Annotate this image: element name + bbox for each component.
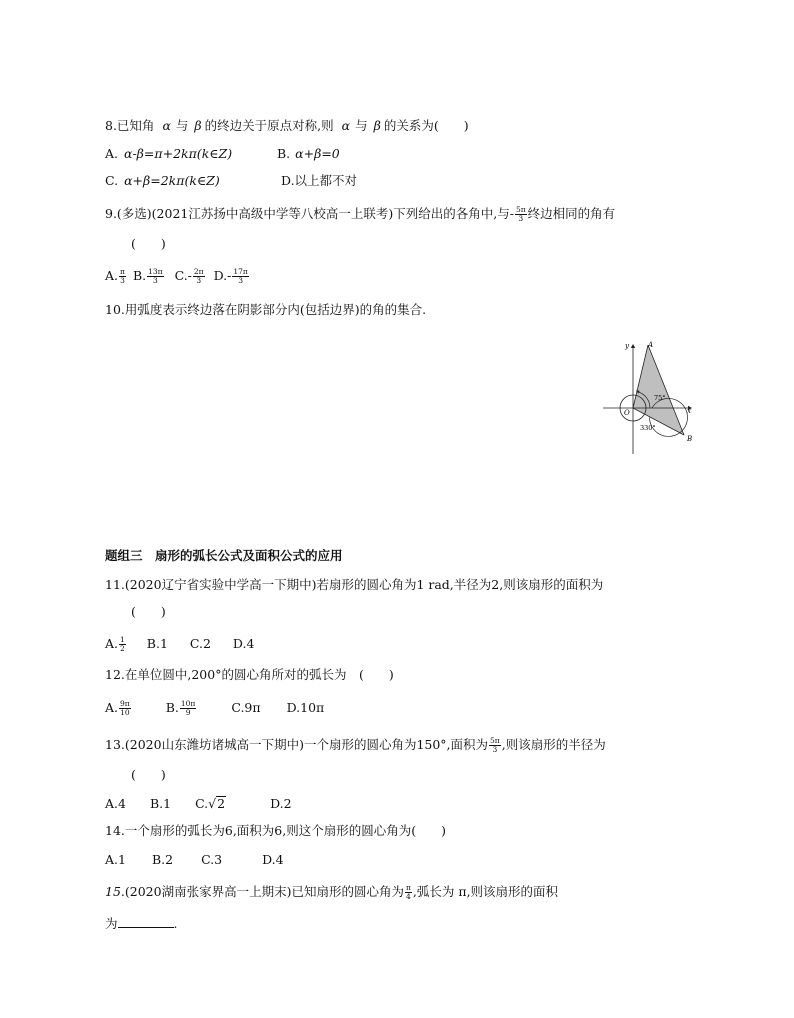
- q11-answer-paren: ( ): [131, 604, 166, 619]
- q9-stem: 9.(多选)(2021江苏扬中高级中学等八校高一上联考)下列给出的各角中,与- $\frac{5\pi}{3}$ 终边相同的角有: [105, 205, 616, 223]
- label-angle-330: 330°: [640, 424, 656, 432]
- q14-stem: 14.一个扇形的弧长为6,面积为6,则这个扇形的圆心角为( ): [105, 823, 446, 838]
- label-x: x: [687, 407, 691, 415]
- q10-stem: 10.用弧度表示终边落在阴影部分内(包括边界)的角的集合.: [105, 302, 427, 317]
- q8-option-b: B. α+β=0: [277, 146, 340, 161]
- q9-fraction: $\frac{5\pi}{3}$: [515, 205, 526, 223]
- label-angle-75: 75°: [654, 394, 666, 402]
- q9-answer-paren: ( ): [131, 236, 166, 251]
- q8-stem: 8.已知角 α 与 β 的终边关于原点对称,则 α 与 β 的关系为( ): [105, 118, 469, 133]
- q10-figure: [600, 338, 700, 458]
- q15-answer-line: 为 .: [105, 916, 178, 931]
- q13-options: A.4 B.1 C.√2 D.2: [105, 796, 292, 811]
- q11-stem: 11.(2020辽宁省实验中学高一下期中)若扇形的圆心角为1 rad,半径为2,则该扇形的面积为: [105, 577, 604, 592]
- q9-options: A. $\frac{\pi}{3}$ B. $\frac{13\pi}{3}$ C.- $\frac{2\pi}{3}$ D.- $\frac{17\pi}{3}$: [105, 267, 248, 285]
- q13-answer-paren: ( ): [131, 767, 166, 782]
- q8-option-d: D.以上都不对: [281, 173, 358, 188]
- label-a: A: [648, 341, 654, 349]
- q13-stem: 13.(2020山东潍坊诸城高一下期中)一个扇形的圆心角为150°,面积为 $\frac{5\pi}{3}$ ,则该扇形的半径为: [105, 736, 606, 754]
- y-axis-arrow: [631, 344, 635, 348]
- q15-stem: 15.(2020湖南张家界高一上期末)已知扇形的圆心角为 $\frac{\pi}{4}$ ,弧长为 π,则该扇形的面积: [105, 883, 559, 901]
- label-b: B: [687, 435, 693, 443]
- label-y: y: [625, 342, 629, 350]
- q14-options: A.1 B.2 C.3 D.4: [105, 852, 284, 867]
- q8-option-c: C. α+β=2kπ(k∈Z): [105, 173, 220, 188]
- q12-options: A. $\frac{9\pi}{10}$ B. $\frac{10\pi}{9}$ C.9π D.10π: [105, 699, 325, 717]
- label-o: O: [624, 409, 630, 417]
- q8-option-a: A. α-β=π+2kπ(k∈Z): [105, 146, 233, 161]
- section-3-title: 题组三 扇形的弧长公式及面积公式的应用: [105, 548, 343, 563]
- answer-blank[interactable]: [118, 915, 174, 928]
- q11-options: A. $\frac{1}{2}$ B.1 C.2 D.4: [105, 635, 255, 653]
- q12-stem: 12.在单位圆中,200°的圆心角所对的弧长为 ( ): [105, 667, 394, 682]
